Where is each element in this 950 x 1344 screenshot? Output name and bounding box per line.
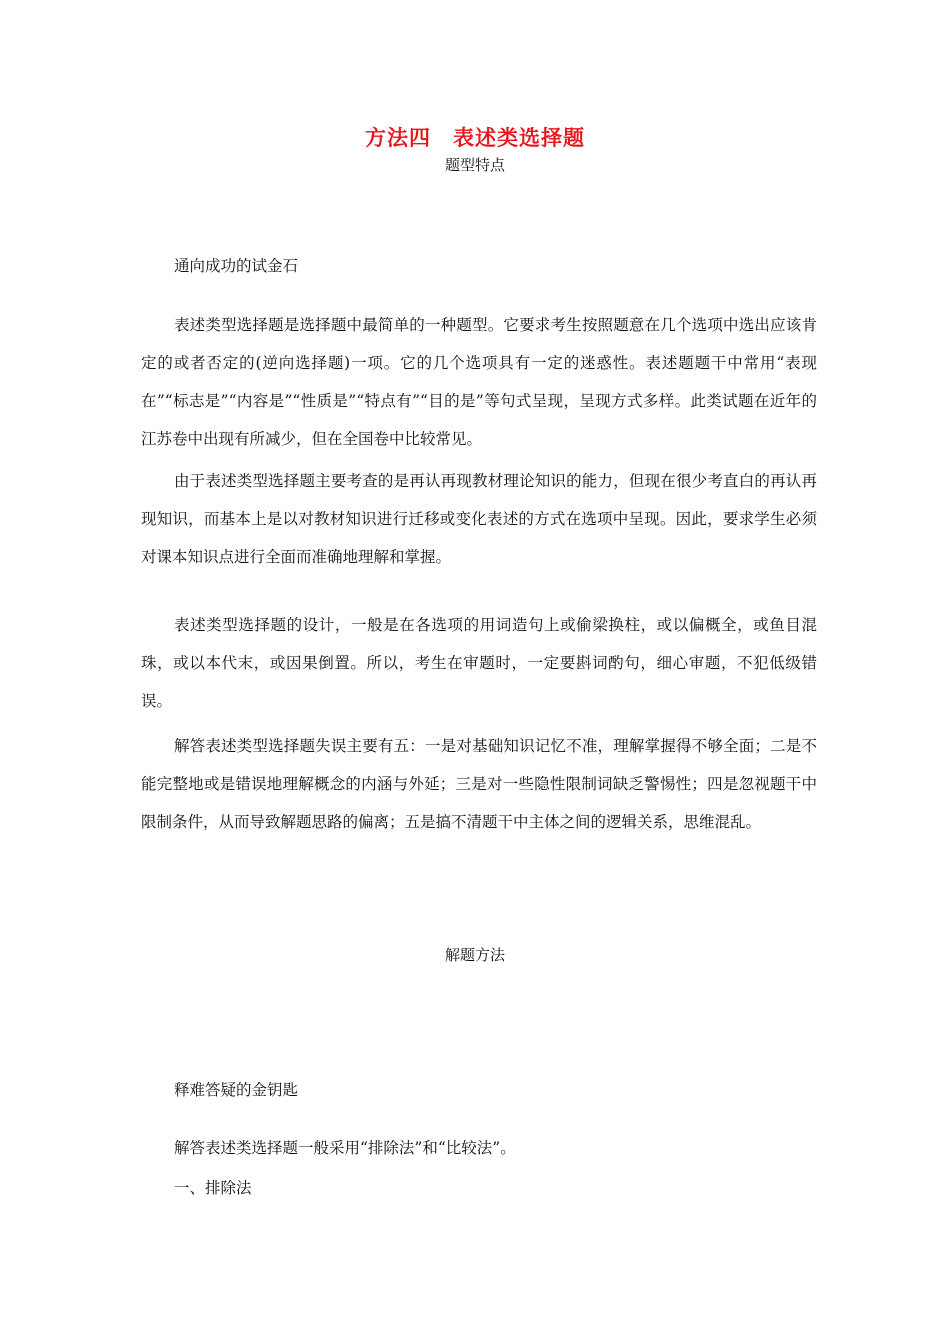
section-heading-golden-key: 释难答疑的金钥匙 [174, 1081, 299, 1099]
paragraph-3: 表述类型选择题的设计，一般是在各选项的用词造句上或偷梁换柱，或以偏概全，或鱼目混珠，或以本代末，或因果倒置。所以，考生在审题时，一定要斟词酌句，细心审题，不犯低级错误。 [141, 616, 817, 710]
paragraph-4: 解答表述类型选择题失误主要有五：一是对基础知识记忆不准，理解掌握得不够全面；二是不能完整地或是错误地理解概念的内涵与外延；三是对一些隐性限制词缺乏警惕性；四是忽视题干中限制条件，从而导致解题思路的偏离；五是搞不清题干中主体之间的逻辑关系，思维混乱。 [141, 737, 817, 831]
section-heading-touchstone: 通向成功的试金石 [174, 257, 299, 275]
method-intro-text: 解答表述类选择题一般采用“排除法”和“比较法”。 [174, 1139, 516, 1157]
method-item-elimination: 一、排除法 [174, 1179, 252, 1197]
section-heading-solving-methods: 解题方法 [444, 946, 505, 964]
paragraph-1: 表述类型选择题是选择题中最简单的一种题型。它要求考生按照题意在几个选项中选出应该肯定的或者否定的(逆向选择题)一项。它的几个选项具有一定的迷惑性。表述题题干中常用“表现在”“标志是”“内容是”“性质是”“特点有”“目的是”等句式呈现，呈现方式多样。此类试题在近年的江苏卷中出现有所减少，但在全国卷中比较常见。 [141, 316, 817, 448]
subtitle-question-features: 题型特点 [444, 156, 505, 174]
title-part-2: 表述类选择题 [453, 125, 585, 150]
document-title [0, 122, 950, 152]
title-part-1: 方法四 [365, 125, 431, 150]
paragraph-2: 由于表述类型选择题主要考查的是再认再现教材理论知识的能力，但现在很少考直白的再认再现知识，而基本上是以对教材知识进行迁移或变化表述的方式在选项中呈现。因此，要求学生必须对课本知识点进行全面而准确地理解和掌握。 [141, 472, 817, 566]
